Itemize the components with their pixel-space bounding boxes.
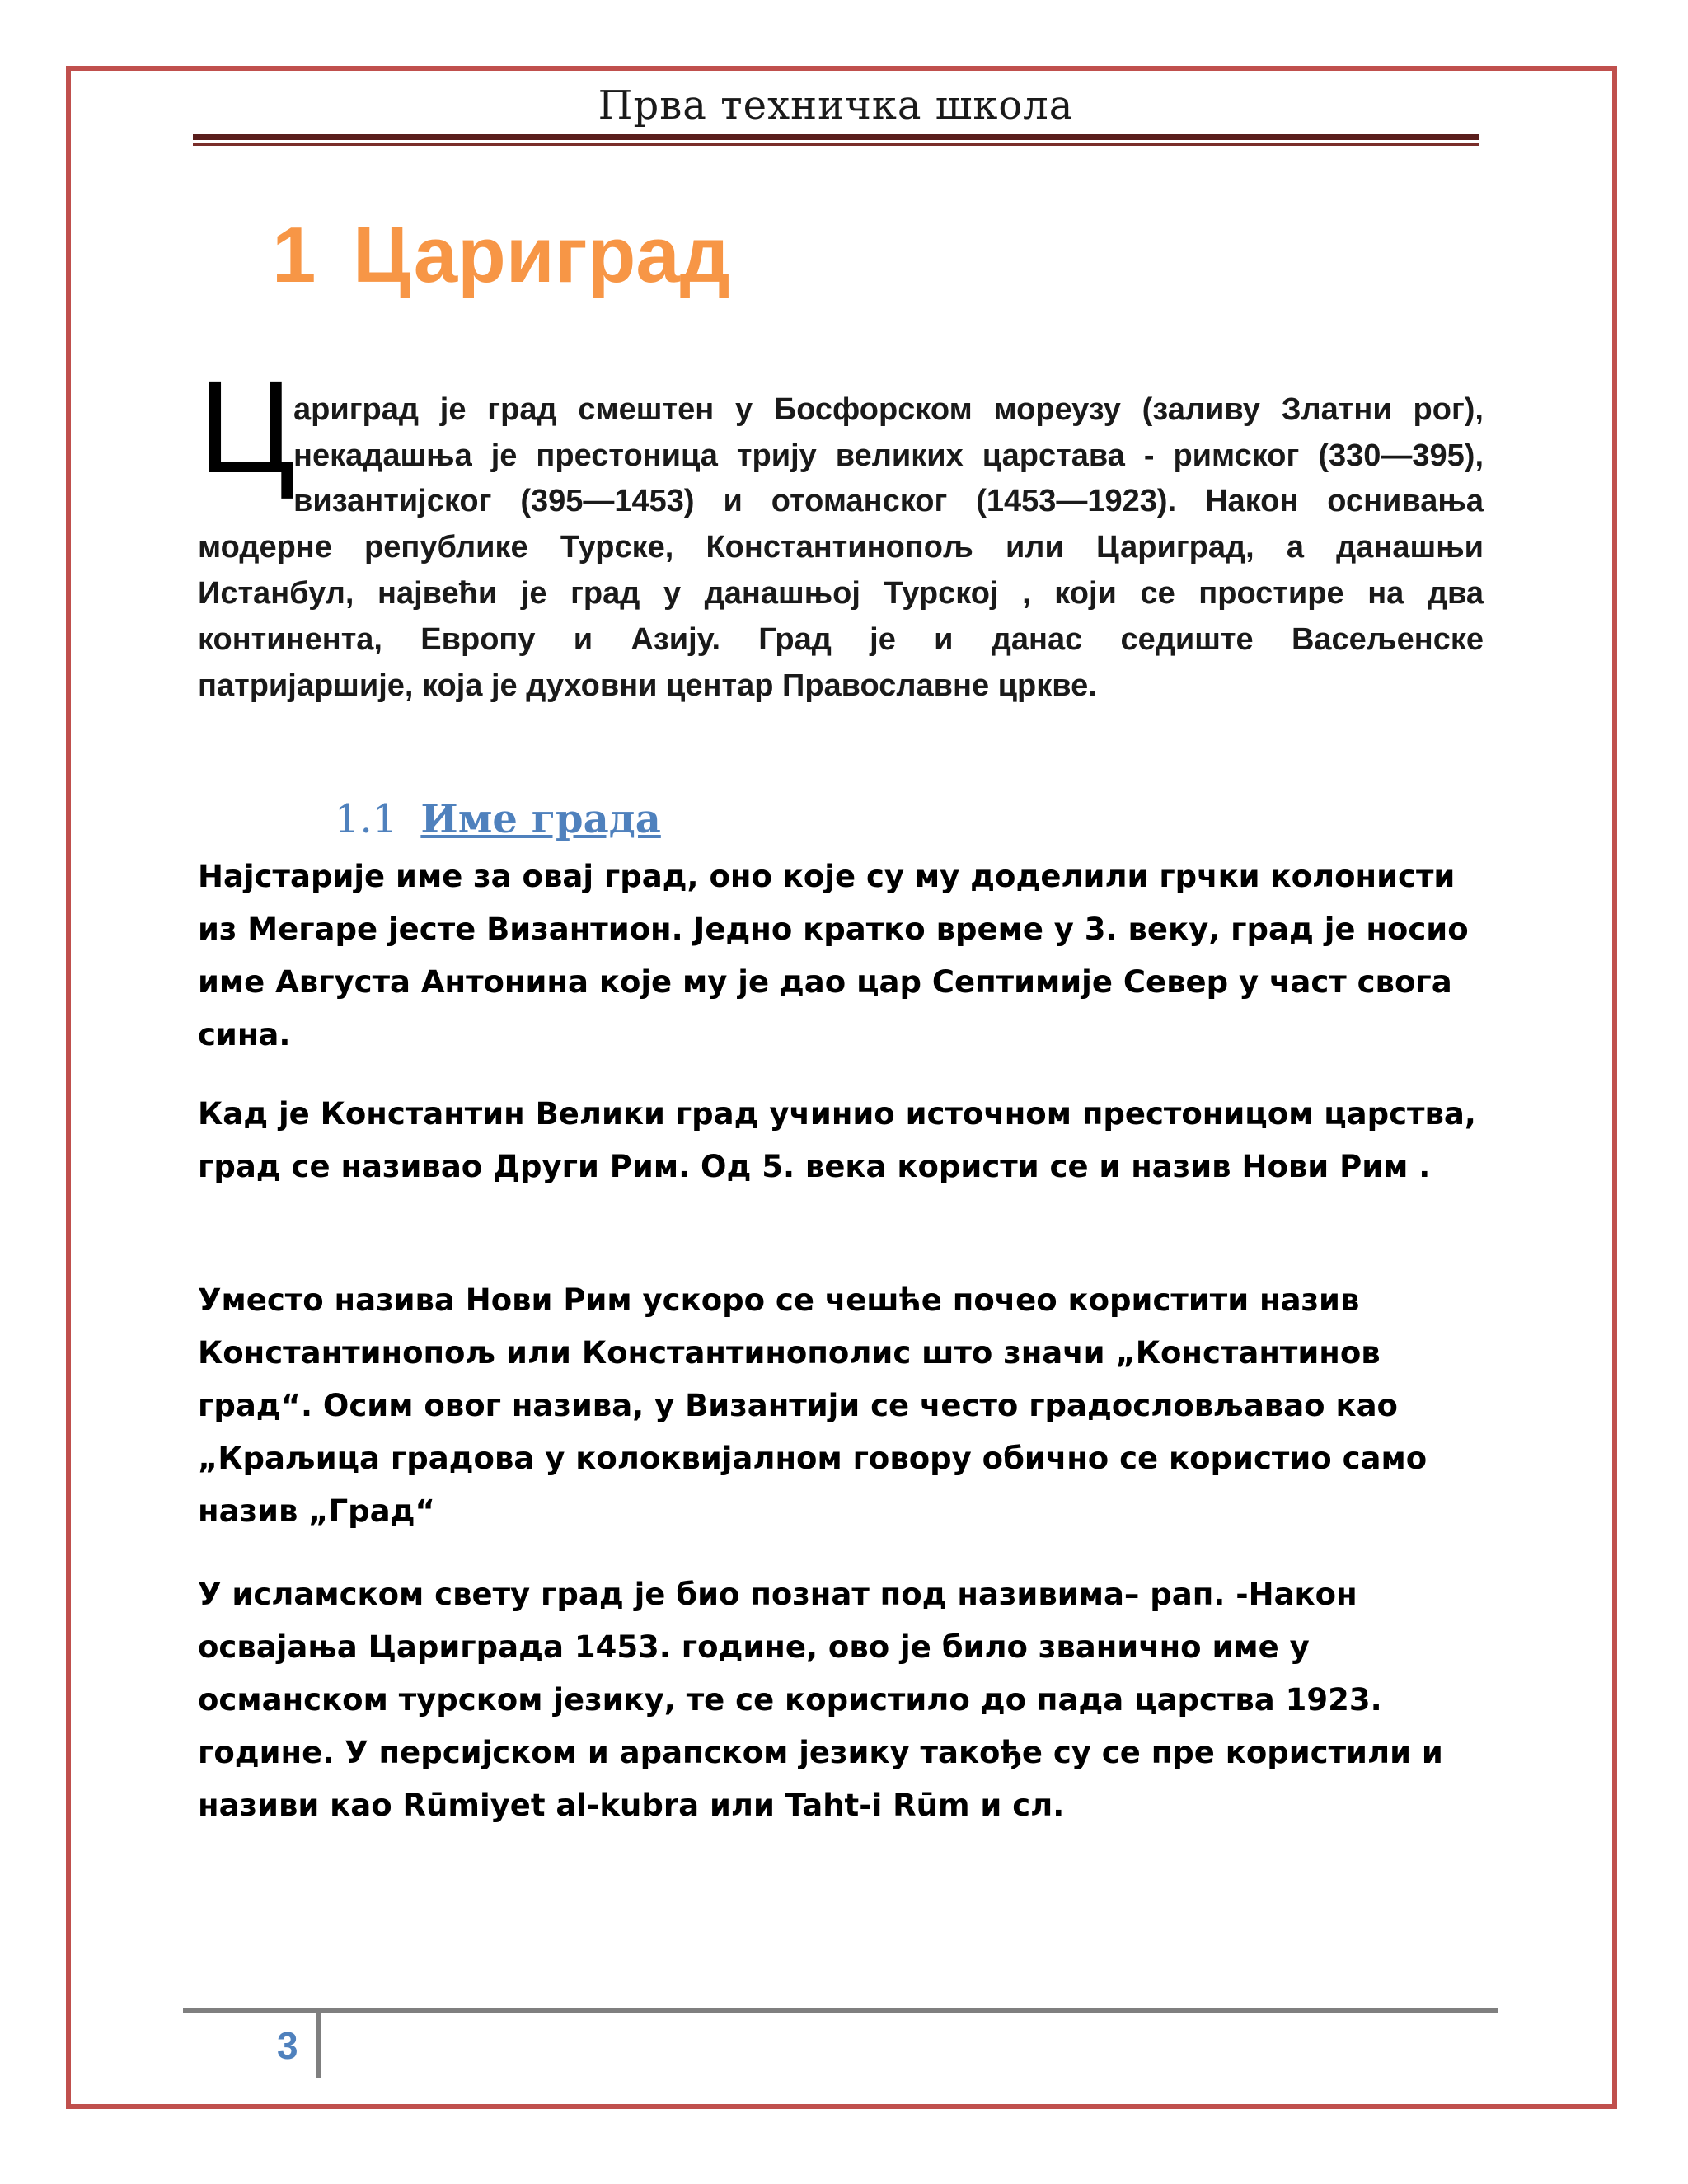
paragraph: Кад је Константин Велики град учинио источном престоницом царства, град се називао Други Рим. Од 5. века користи се и назив Нови Рим .: [198, 1096, 1476, 1184]
intro-line: некадашња је престоница трију великих царстава - римског (330—395),: [293, 438, 1484, 473]
chapter-title: Цариград: [353, 211, 730, 299]
intro-line: модерне републике Турске, Константинопољ или Цариград, а данашњи: [198, 530, 1484, 565]
section-number: 1.1: [335, 796, 398, 842]
paragraph: У исламском свету град је био познат под називима– рап. -Након освајања Цариграда 1453. године, ово је било званично име у османском турском језику, те се користило до пада царства 1923. године. У персијском и арапском језику такође су се пре користили и називи као Rūmiyet al-kubra или Taht-i Rūm и сл.: [198, 1577, 1443, 1823]
section-title: Име града: [420, 796, 661, 842]
paragraph: Уместо назива Нови Рим ускоро се чешће почео користити назив Константинопољ или Константинополис што значи „Константинов град“. Осим овог назива, у Византији се често градословљавао као „Краљица градова у колоквијалном говору обично се користио само назив „Град“: [198, 1282, 1428, 1529]
intro-line: византијског (395—1453) и отоманског (1453—1923). Након оснивања: [293, 484, 1484, 518]
footer-rule: [183, 2008, 1498, 2013]
running-header: Прва техничка школа: [598, 82, 1074, 129]
header-rule-thin: [193, 143, 1479, 146]
footer-divider: [316, 2013, 321, 2078]
intro-line: континента, Европу и Азију. Град је и данас седиште Васељенске: [198, 622, 1484, 657]
intro-line: Истанбул, највећи је град у данашњој Турској , који се простире на два: [198, 576, 1484, 611]
chapter-heading: [272, 210, 730, 301]
drop-cap: Ц: [198, 353, 296, 500]
paragraph: Најстарије име за овај град, оно које су му доделили грчки колонисти из Мегаре јесте Византион. Једно кратко време у 3. веку, град је носио име Августа Антонина које му је дао цар Септимије Север у част свога сина.: [198, 859, 1469, 1052]
header-rule: [193, 134, 1479, 140]
intro-line: ариград је град смештен у Босфорском мореузу (заливу Златни рог),: [293, 392, 1484, 427]
chapter-number: 1: [272, 211, 316, 299]
page-number: 3: [277, 2024, 298, 2067]
section-heading: [335, 796, 661, 842]
intro-line: патријаршије, која је духовни центар Православне цркве.: [198, 668, 1097, 703]
